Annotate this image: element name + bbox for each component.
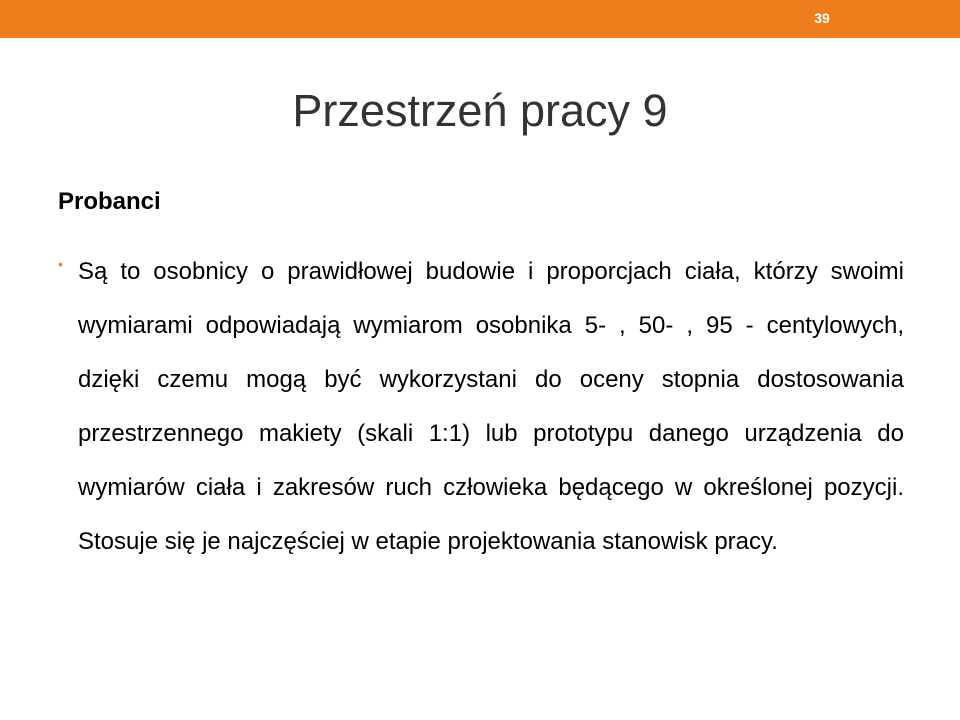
slide-number: 39 [814, 10, 830, 26]
slide-subtitle: Probanci [58, 188, 161, 215]
bullet-marker: • [58, 256, 63, 272]
slide-title: Przestrzeń pracy 9 [292, 85, 668, 136]
top-accent-bar [0, 0, 960, 38]
bullet-text: Są to osobnicy o prawidłowej budowie i proporcjach ciała, którzy swoimi wymiarami odpowiadają wymiarom osobnika 5- , 50- , 95 - centylowych, dzięki czemu mogą być wykorzystani do oceny stopnia dostosowania przestrzennego makiety (skali 1:1) lub prototypu danego urządzenia do wymiarów ciała i zakresów ruch człowieka będącego w określonej pozycji. Stosuje się je najczęściej w etapie projektowania stanowisk pracy. [78, 258, 904, 555]
